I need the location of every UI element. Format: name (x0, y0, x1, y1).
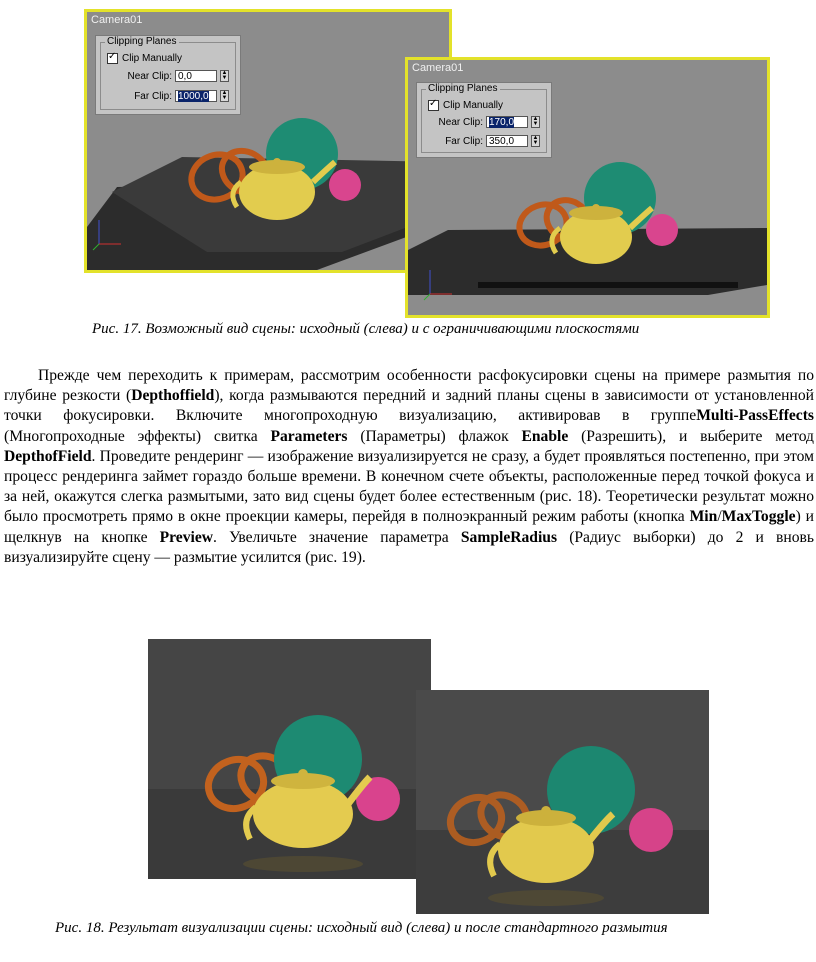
near-clip-spinner[interactable]: ▲ ▼ (532, 116, 539, 127)
near-clip-spinner[interactable]: ▲ ▼ (221, 70, 228, 81)
group-title: Clipping Planes (107, 36, 177, 47)
far-clip-label: Far Clip: (445, 135, 483, 147)
clip-manually-checkbox[interactable] (107, 53, 118, 64)
viewport-camera-clipped[interactable] (405, 57, 770, 318)
far-clip-row (134, 90, 229, 102)
figure-17-caption: Рис. 17. Возможный вид сцены: исходный (слева) и с ограничивающими плоскостями (92, 321, 640, 337)
clipping-planes-group (421, 83, 547, 153)
text-run: (Разрешить), и выберите метод (568, 427, 814, 445)
near-clip-value: 0,0 (178, 71, 192, 82)
clipping-planes-panel (416, 82, 552, 158)
text-run: / (717, 508, 722, 526)
scene-render-blurred (416, 690, 709, 914)
term-max-toggle: MaxToggle (721, 508, 796, 526)
body-paragraph (4, 366, 814, 568)
term-enable: Enable (521, 427, 569, 445)
near-clip-row (128, 70, 229, 82)
text-run: ) и щелкнув на кнопке (4, 508, 814, 546)
text-run: . Проведите рендеринг — изображение визуализируется не сразу, а будет проявляться постепенно, при этом процесс рендеринга займет гораздо больше времени. В конечном счете объекты, расположенные перед точкой фокуса и за ней, окажутся слегка размытыми, зато вид сцены будет более естественным (рис. 18). Теоретически результат можно было просмотреть прямо в окне проекции камеры, перейдя в полноэкранный режим работы (кнопка (4, 447, 814, 526)
term-sample-radius: SampleRadius (460, 528, 558, 546)
viewport-camera-original[interactable] (84, 9, 452, 273)
text-run: ), когда размываются передний и задний планы сцены в зависимости от установленной точки фокусировки. Включите многопроходную визуализацию, активировав в группе (4, 387, 814, 425)
far-clip-input[interactable] (486, 135, 528, 147)
term-min: Min (689, 508, 718, 526)
term-depth-of-field-method: DepthofField (4, 447, 92, 465)
figure-18-caption: Рис. 18. Результат визуализации сцены: исходный вид (слева) и после стандартного размытия (55, 920, 668, 936)
viewport-label: Camera01 (91, 14, 143, 26)
render-original (148, 639, 431, 879)
term-parameters: Parameters (270, 427, 348, 445)
far-clip-value: 1000,0 (178, 91, 209, 102)
clipping-planes-panel (95, 35, 241, 115)
clipping-planes-group (100, 36, 236, 110)
far-clip-row (445, 135, 540, 147)
term-multi-pass-effects: Multi-PassEffects (696, 407, 814, 425)
near-clip-row (439, 116, 540, 128)
near-clip-input[interactable] (486, 116, 528, 128)
far-clip-value: 350,0 (489, 136, 515, 147)
clip-manually-row[interactable] (107, 53, 182, 64)
term-depth-of-field: Depthoffield (131, 387, 215, 405)
render-blurred (416, 690, 709, 914)
near-clip-label: Near Clip: (127, 70, 172, 82)
far-clip-spinner[interactable]: ▲ ▼ (221, 90, 228, 101)
text-run: Прежде чем переходить к примерам, рассмотрим особенности расфокусировки сцены на примере размытия по глубине резкости ( (4, 367, 814, 405)
near-clip-input[interactable] (175, 70, 217, 82)
group-title: Clipping Planes (428, 83, 498, 94)
far-clip-label: Far Clip: (134, 90, 172, 102)
clip-manually-row[interactable] (428, 100, 503, 111)
far-clip-spinner[interactable]: ▲ ▼ (532, 135, 539, 146)
text-run: . Увеличьте значение параметра (213, 528, 461, 546)
text-run: (Параметры) флажок (347, 427, 522, 445)
text-run: (Радиус выборки) до 2 и вновь визуализируйте сцену — размытие усилится (рис. 19). (4, 528, 814, 566)
clip-manually-label: Clip Manually (443, 100, 504, 111)
text-run: (Многопроходные эффекты) свитка (4, 427, 271, 445)
near-clip-label: Near Clip: (438, 116, 483, 128)
scene-render-original (148, 639, 431, 879)
far-clip-input[interactable] (175, 90, 217, 102)
viewport-label: Camera01 (412, 62, 464, 74)
term-preview: Preview (159, 528, 214, 546)
clip-manually-checkbox[interactable] (428, 100, 439, 111)
clip-manually-label: Clip Manually (122, 53, 183, 64)
near-clip-value: 170,0 (489, 117, 515, 128)
